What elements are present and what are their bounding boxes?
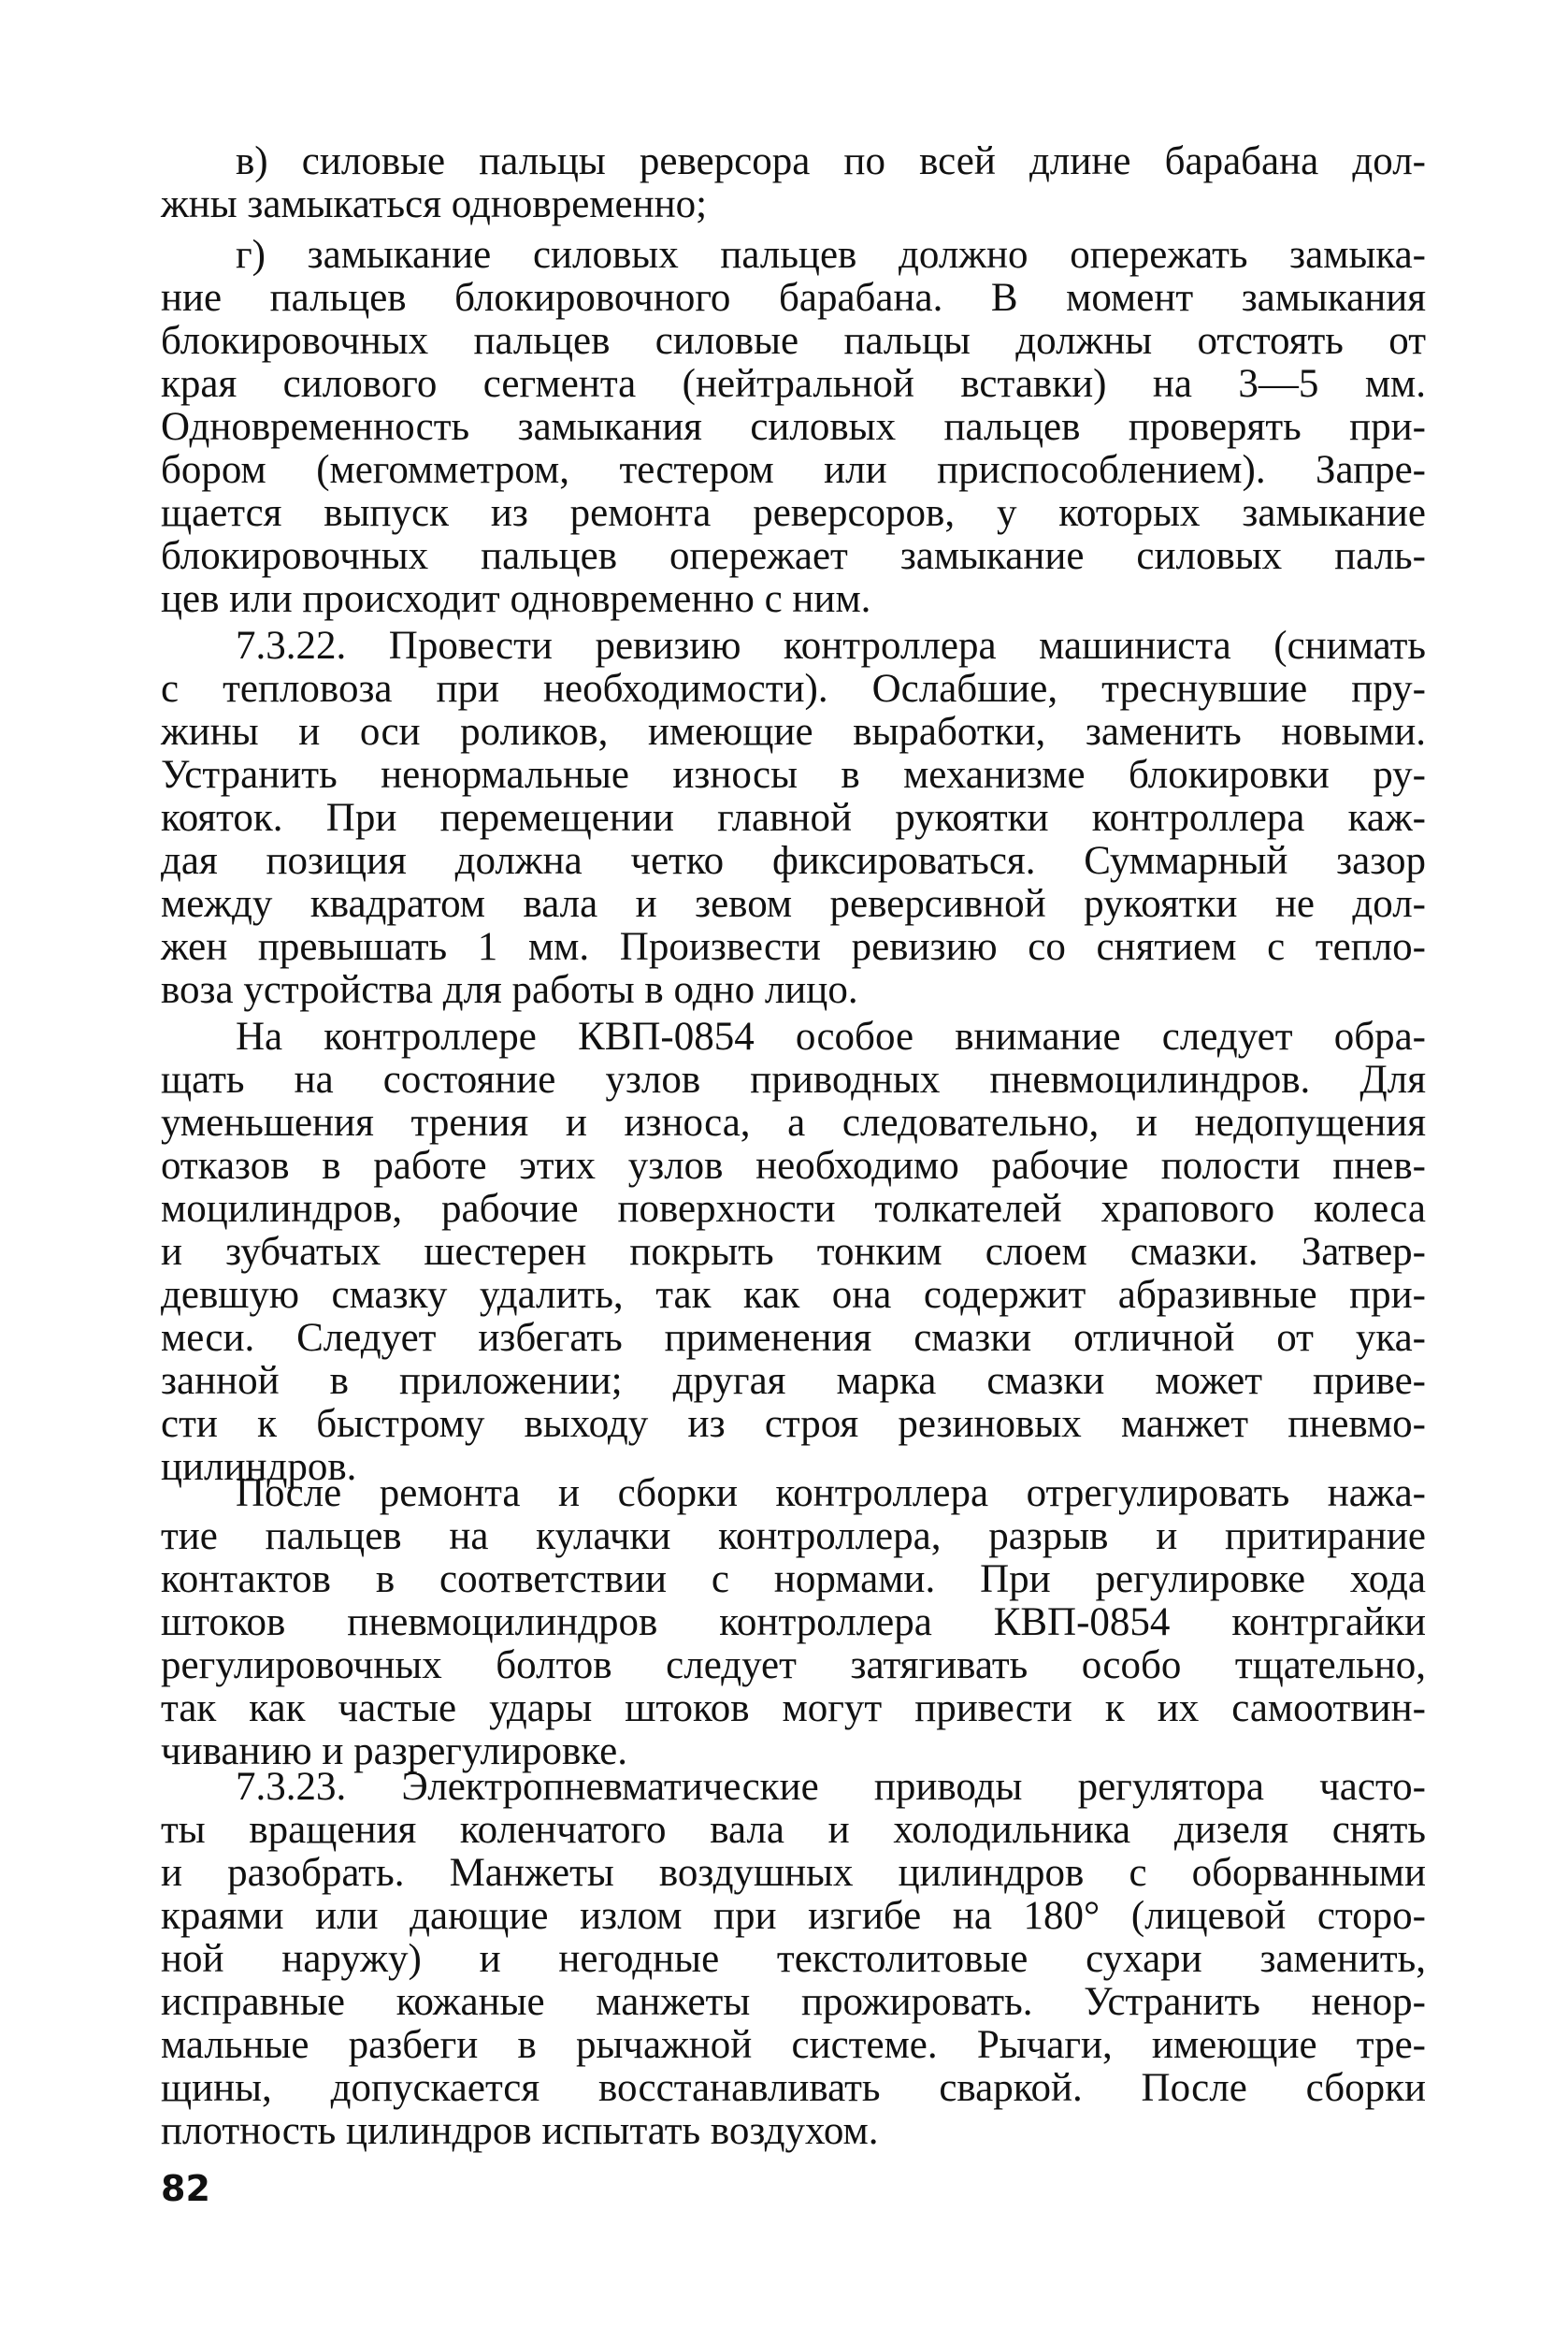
text-line: в) силовые пальцы реверсора по всей длине барабана дол- — [236, 139, 1426, 183]
text-line: отказов в работе этих узлов необходимо рабочие полости пнев- — [161, 1144, 1426, 1188]
text-line: края силового сегмента (нейтральной вставки) на 3—5 мм. — [161, 362, 1426, 406]
text-line: Устранить ненормальные износы в механизме блокировки ру- — [161, 753, 1426, 797]
text-line: Одновременность замыкания силовых пальцев проверять при- — [161, 405, 1426, 449]
text-line: тие пальцев на кулачки контроллера, разрыв и притирание — [161, 1514, 1426, 1558]
text-line: воза устройства для работы в одно лицо. — [161, 968, 858, 1012]
text-line: блокировочных пальцев силовые пальцы должны отстоять от — [161, 319, 1426, 363]
text-line: между квадратом вала и зевом реверсивной рукоятки не дол- — [161, 882, 1426, 926]
text-line: бором (мегомметром, тестером или приспособлением). Запре- — [161, 448, 1426, 492]
text-line: щается выпуск из ремонта реверсоров, у которых замыкание — [161, 491, 1426, 535]
text-line: щать на состояние узлов приводных пневмоцилиндров. Для — [161, 1058, 1426, 1102]
text-line: и разобрать. Манжеты воздушных цилиндров с оборванными — [161, 1851, 1426, 1895]
text-line: с тепловоза при необходимости). Ослабшие, треснувшие пру- — [161, 667, 1426, 711]
text-line: уменьшения трения и износа, а следовательно, и недопущения — [161, 1101, 1426, 1145]
text-line: моцилиндров, рабочие поверхности толкателей храпового колеса — [161, 1187, 1426, 1231]
text-line: мальные разбеги в рычажной системе. Рычаги, имеющие тре- — [161, 2023, 1426, 2067]
text-line: ной наружу) и негодные текстолитовые сухари заменить, — [161, 1937, 1426, 1981]
section-heading-line: 7.3.23. Электропневматические приводы регулятора часто- — [236, 1765, 1426, 1809]
text-line: регулировочных болтов следует затягивать особо тщательно, — [161, 1643, 1426, 1687]
text-line: исправные кожаные манжеты прожировать. Устранить ненор- — [161, 1980, 1426, 2024]
text-line: кояток. При перемещении главной рукоятки контроллера каж- — [161, 796, 1426, 840]
text-line: ты вращения коленчатого вала и холодильника дизеля снять — [161, 1808, 1426, 1852]
text-line: девшую смазку удалить, так как она содержит абразивные при- — [161, 1273, 1426, 1317]
text-line: После ремонта и сборки контроллера отрегулировать нажа- — [236, 1471, 1426, 1515]
text-line: ние пальцев блокировочного барабана. В момент замыкания — [161, 276, 1426, 320]
text-line: контактов в соответствии с нормами. При регулировке хода — [161, 1557, 1426, 1601]
text-line: чиванию и разрегулировке. — [161, 1729, 627, 1773]
text-line: щины, допускается восстанавливать сваркой. После сборки — [161, 2066, 1426, 2110]
text-line: жны замыкаться одновременно; — [161, 182, 708, 226]
text-line: плотность цилиндров испытать воздухом. — [161, 2109, 879, 2153]
text-line: г) замыкание силовых пальцев должно опережать замыка- — [236, 233, 1426, 277]
text-line: цев или происходит одновременно с ним. — [161, 577, 871, 621]
text-line: меси. Следует избегать применения смазки отличной от ука- — [161, 1316, 1426, 1360]
section-heading-line: 7.3.22. Провести ревизию контроллера машиниста (снимать — [236, 624, 1426, 668]
page-number: 82 — [161, 2168, 210, 2209]
text-line: На контроллере КВП-0854 особое внимание следует обра- — [236, 1015, 1426, 1059]
text-line: краями или дающие излом при изгибе на 180° (лицевой сторо- — [161, 1894, 1426, 1938]
text-line: дая позиция должна четко фиксироваться. Суммарный зазор — [161, 839, 1426, 883]
text-line: жен превышать 1 мм. Произвести ревизию со снятием с тепло- — [161, 925, 1426, 969]
text-line: жины и оси роликов, имеющие выработки, заменить новыми. — [161, 710, 1426, 754]
text-line: так как частые удары штоков могут привести к их самоотвин- — [161, 1686, 1426, 1730]
text-line: блокировочных пальцев опережает замыкание силовых паль- — [161, 534, 1426, 578]
text-line: сти к быстрому выходу из строя резиновых манжет пневмо- — [161, 1402, 1426, 1446]
text-line: и зубчатых шестерен покрыть тонким слоем смазки. Затвер- — [161, 1230, 1426, 1274]
text-line: занной в приложении; другая марка смазки может приве- — [161, 1359, 1426, 1403]
text-line: штоков пневмоцилиндров контроллера КВП-0854 контргайки — [161, 1600, 1426, 1644]
text-line: цилиндров. — [161, 1445, 357, 1489]
